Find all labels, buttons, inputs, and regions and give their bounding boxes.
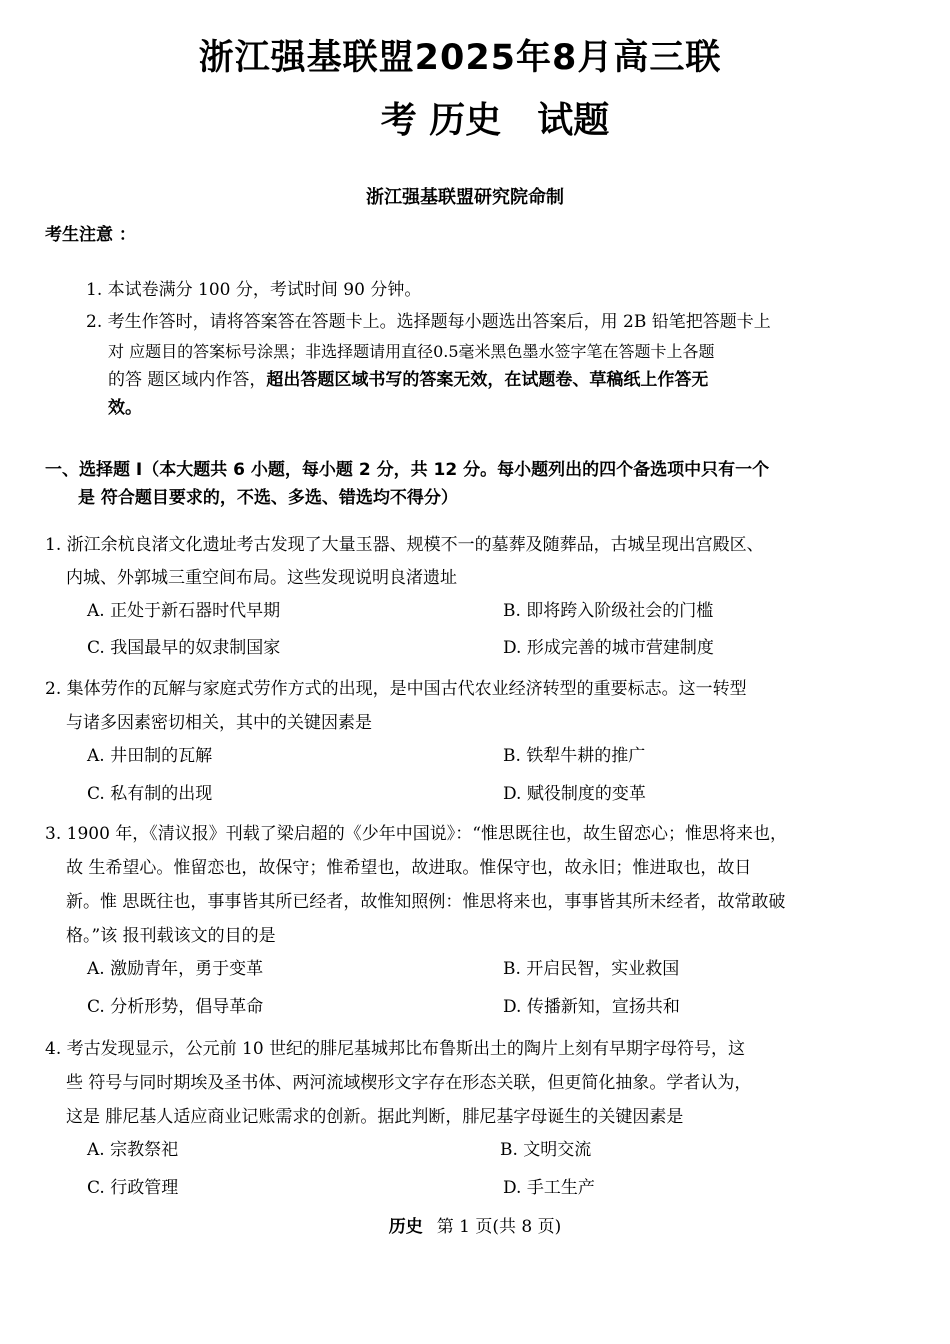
question-4-option-b: B. 文明交流 xyxy=(500,1140,592,1160)
section-heading: 一、选择题 I（本大题共 6 小题，每小题 2 分，共 12 分。每小题列出的四个备选项中只有一个 xyxy=(45,460,770,480)
question-4-option-a: A. 宗教祭祀 xyxy=(87,1140,179,1160)
question-2-line-1: 2. 集体劳作的瓦解与家庭式劳作方式的出现，是中国古代农业经济转型的重要标志。这一转型 xyxy=(45,679,747,699)
question-4-option-d: D. 手工生产 xyxy=(503,1178,595,1198)
exam-author: 浙江强基联盟研究院命制 xyxy=(366,187,564,208)
notice-bold-text: 超出答题区域书写的答案无效，在试题卷、草稿纸上作答无 xyxy=(266,370,709,390)
question-4-line-3: 这是 腓尼基人适应商业记账需求的创新。据此判断，腓尼基字母诞生的关键因素是 xyxy=(66,1107,684,1127)
question-1-option-d: D. 形成完善的城市营建制度 xyxy=(503,638,714,658)
notice-item-2-line-3 xyxy=(108,369,708,391)
section-heading-line-2: 是 符合题目要求的，不选、多选、错选均不得分） xyxy=(78,488,458,508)
question-3-line-3: 新。惟 思既往也，事事皆其所已经者，故惟知照例：惟思将来也，事事皆其所未经者，故常敢破 xyxy=(66,892,786,912)
question-4-line-2: 些 符号与同时期埃及圣书体、两河流域楔形文字存在形态关联，但更简化抽象。学者认为， xyxy=(66,1073,752,1093)
question-3-line-4: 格。”该 报刊载该文的目的是 xyxy=(66,926,276,946)
footer-subject: 历史 xyxy=(388,1217,423,1237)
question-1-line-1: 1. 浙江余杭良渚文化遗址考古发现了大量玉器、规模不一的墓葬及随葬品，古城呈现出宫殿区、 xyxy=(45,535,764,555)
question-1-line-2: 内城、外郭城三重空间布局。这些发现说明良渚遗址 xyxy=(66,568,457,588)
question-3-line-2: 故 生希望心。惟留恋也，故保守；惟希望也，故进取。惟保守也，故永旧；惟进取也，故日 xyxy=(66,858,752,878)
exam-title-line2 xyxy=(0,92,950,143)
question-2-line-2: 与诸多因素密切相关，其中的关键因素是 xyxy=(66,713,372,733)
question-3-line-1: 3. 1900 年，《清议报》刊载了梁启超的《少年中国说》：“惟思既往也，故生留恋心；惟思将来也， xyxy=(45,824,787,844)
title-subject: 考 历史 xyxy=(380,100,502,141)
question-1-option-a: A. 正处于新石器时代早期 xyxy=(87,601,281,621)
question-2-option-a: A. 井田制的瓦解 xyxy=(87,746,213,766)
question-1-option-c: C. 我国最早的奴隶制国家 xyxy=(87,638,281,658)
question-4-option-c: C. 行政管理 xyxy=(87,1178,179,1198)
notice-item-2-line-2: 对 应题目的答案标号涂黑；非选择题请用直径0.5毫米黑色墨水签字笔在答题卡上各题 xyxy=(108,342,715,361)
footer-page-number: 第 1 页(共 8 页) xyxy=(436,1217,562,1237)
notice-item-2-line-1: 2. 考生作答时，请将答案答在答题卡上。选择题每小题选出答案后，用 2B 铅笔把答题卡上 xyxy=(86,312,771,332)
question-3-option-c: C. 分析形势，倡导革命 xyxy=(87,997,264,1017)
question-2-option-b: B. 铁犁牛耕的推广 xyxy=(503,746,646,766)
notice-label: 考生注意 ： xyxy=(45,225,136,245)
notice-item-1: 1. 本试卷满分 100 分，考试时间 90 分钟。 xyxy=(86,280,422,300)
question-2-option-d: D. 赋役制度的变革 xyxy=(503,784,646,804)
question-3-option-d: D. 传播新知，宣扬共和 xyxy=(503,997,680,1017)
title-exam-word: 试题 xyxy=(537,100,610,141)
question-1-option-b: B. 即将跨入阶级社会的门槛 xyxy=(503,601,714,621)
question-3-option-a: A. 激励青年，勇于变革 xyxy=(87,959,264,979)
notice-item-2-line-4: 效。 xyxy=(108,398,142,418)
question-3-option-b: B. 开启民智，实业救国 xyxy=(503,959,680,979)
question-4-line-1: 4. 考古发现显示，公元前 10 世纪的腓尼基城邦比布鲁斯出土的陶片上刻有早期字母符号，这 xyxy=(45,1039,746,1059)
exam-title: 浙江强基联盟2025年8月高三联 xyxy=(198,38,722,78)
notice-normal-text: 的答 题区域内作答， xyxy=(108,370,267,390)
question-2-option-c: C. 私有制的出现 xyxy=(87,784,213,804)
page-footer xyxy=(0,1212,950,1237)
